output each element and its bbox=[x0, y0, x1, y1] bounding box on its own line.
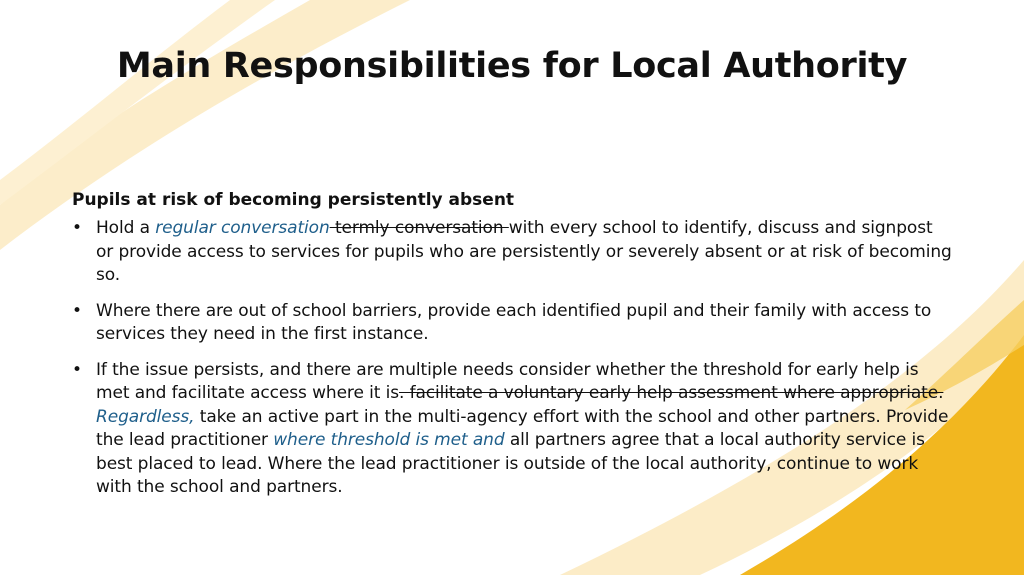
bullet-3-insertion-2: where threshold is met and bbox=[273, 430, 505, 450]
bullet-list bbox=[72, 217, 952, 500]
bullet-3-text-c: all partners agree that a local authority service is best placed to lead. Where the lead practitioner is outside of the local authority, continue to work with the school and partners. bbox=[96, 430, 925, 497]
bullet-item-3 bbox=[72, 359, 952, 500]
bullet-3-deletion: . facilitate a voluntary early help assessment where appropriate. bbox=[398, 383, 944, 403]
bullet-1-insertion: regular conversation bbox=[155, 218, 330, 238]
bullet-2-text: Where there are out of school barriers, provide each identified pupil and their family with access to services they need in the first instance. bbox=[96, 300, 932, 344]
bullet-1-text-b: with every school to identify, discuss and signpost or provide access to services for pupils who are persistently or severely absent or at risk of becoming so. bbox=[96, 218, 952, 285]
slide-content bbox=[72, 188, 952, 512]
bullet-item-1 bbox=[72, 217, 952, 288]
bullet-item-2 bbox=[72, 300, 952, 347]
bullet-1-text-a: Hold a bbox=[96, 218, 156, 238]
bullet-3-text-b: take an active part in the multi-agency effort with the school and other partners. Provide the lead practitioner bbox=[96, 406, 949, 450]
section-subheading: Pupils at risk of becoming persistently absent bbox=[72, 190, 515, 210]
page-title: Main Responsibilities for Local Authority bbox=[116, 46, 908, 86]
bullet-1-deletion: termly conversation bbox=[329, 218, 509, 238]
bullet-3-insertion-1: Regardless, bbox=[96, 406, 195, 427]
bullet-3-text-a: If the issue persists, and there are multiple needs consider whether the threshold for early help is met and facilitate access where it is bbox=[96, 359, 919, 403]
